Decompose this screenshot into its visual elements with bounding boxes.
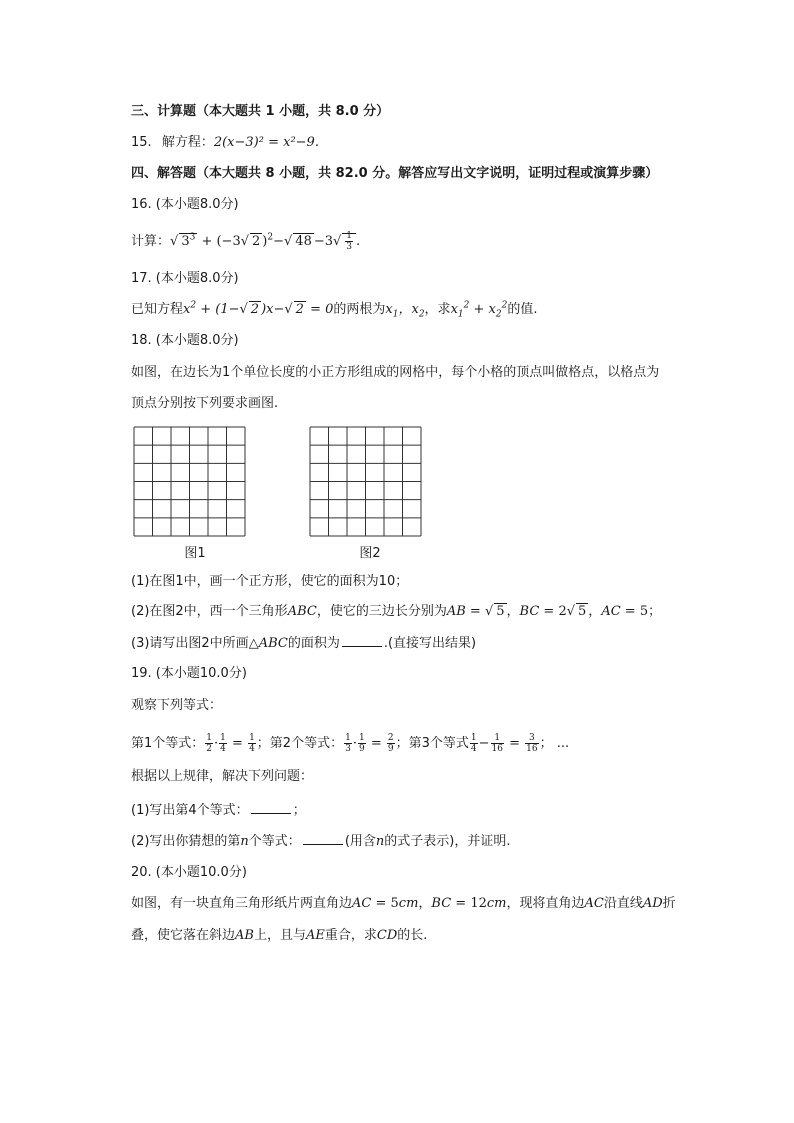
answer-blank[interactable] <box>303 832 343 845</box>
q20-line1-a: 如图，有一块直角三角形纸片两直角边 <box>131 896 353 911</box>
question-15 <box>131 134 319 152</box>
figure-2-grid <box>309 426 422 537</box>
q17-text-b: 的两根为 <box>333 302 386 317</box>
q19-ellipsis: ； ... <box>539 736 570 751</box>
q17-header: 17. (本小题8.0分) <box>131 271 239 286</box>
q17-target: $x_1^2 + x_2^2$ <box>450 300 508 320</box>
q18-part3-b: 的面积为 <box>287 636 340 651</box>
figure-2-caption: 图2 <box>359 546 381 561</box>
q18-part3-a: (3)请写出图2中所画 <box>131 636 249 651</box>
q20-line1: 如图，有一块直角三角形纸片两直角边AC = 5cm，BC = 12cm，现将直角边AC沿直线AD折 <box>131 896 676 911</box>
q19-equations: 第1个等式： $\frac{1}{2}$ · $\frac{1}{4}$ = $\frac{1}{4}$ ；第2个等式： $\frac{1}{3}$ · $\frac{1}{9}$ = $\frac{2}{9}$ ；第3个等式 $\frac{1}{4}$ − $\frac{1}{16}$ = $\frac{3}{16}$ ； ... <box>131 733 570 754</box>
q17-text-d: 的值. <box>507 302 538 317</box>
q19-part1-a: (1)写出第4个等式： <box>131 803 249 818</box>
q20-line2-c: 重合，求 <box>324 928 377 943</box>
q18-part3: (3)请写出图2中所画△ABC的面积为 .(直接写出结果) <box>131 636 477 651</box>
q18-part2-a: (2)在图2中，西一个三角形 <box>131 604 288 619</box>
q19-part2-a: (2)写出你猜想的第 <box>131 834 241 849</box>
q20-line2-b: 上，且与 <box>253 928 306 943</box>
q20-line2-a: 叠，使它落在斜边 <box>131 928 236 943</box>
q20-line2-d: 的长. <box>397 928 428 943</box>
q20-line2: 叠，使它落在斜边AB上，且与AE重合，求CD的长. <box>131 928 428 943</box>
q15-prompt: 解方程： <box>161 135 214 150</box>
q19-part2-d: 的式子表示)，并证明. <box>384 834 511 849</box>
answer-blank[interactable] <box>342 634 382 647</box>
q20-header: 20. (本小题10.0分) <box>131 865 247 880</box>
q18-part2-b: ，使它的三边长分别为 <box>316 604 447 619</box>
q19-part2-c: (用含 <box>344 834 376 849</box>
q19-part2-b: 个等式： <box>248 834 301 849</box>
q16-header: 16. (本小题8.0分) <box>131 197 239 212</box>
q20-line1-c: 沿直线 <box>603 896 643 911</box>
q19-part2: (2)写出你猜想的第n个等式： (用含n的式子表示)，并证明. <box>131 834 511 849</box>
q15-number: 15. <box>131 135 152 150</box>
q19-eq1-label: 第1个等式： <box>131 736 205 751</box>
q16-expression: √ $3^3 + (-3√$ 2 )$^2$−√ 48 −3√ $\frac{1}{3}$ . <box>170 231 361 252</box>
answer-blank[interactable] <box>251 801 291 814</box>
section-4-heading: 四、解答题（本大题共 8 小题，共 82.0 分。解答应写出文字说明，证明过程或演算步骤） <box>131 166 659 181</box>
q17-equation: $x^2 + (1-√$ 2 )x−√ 2 = 0 <box>183 300 334 317</box>
q15-equation: 2(x−3)² = x²−9. <box>213 135 319 150</box>
q19-part1-b: ； <box>292 803 306 818</box>
section-3-heading: 三、计算题（本大题共 1 小题，共 8.0 分） <box>131 104 390 119</box>
q18-header: 18. (本小题8.0分) <box>131 333 239 348</box>
q17-text-c: ，求 <box>424 302 451 317</box>
q18-part2: (2)在图2中，西一个三角形ABC，使它的三边长分别为AB = √ 5 ，BC = 2√ 5 ，AC = 5； <box>131 604 662 619</box>
q19-rule: 根据以上规律，解决下列问题： <box>131 769 314 784</box>
q16-prompt: 计算： <box>131 234 171 249</box>
q17-body <box>131 301 537 319</box>
q19-observe: 观察下列等式： <box>131 698 223 713</box>
q19-eq2-label: ；第2个等式： <box>256 736 344 751</box>
q18-intro-line2: 顶点分别按下列要求画图. <box>131 396 279 411</box>
q20-line1-d: 折 <box>662 896 676 911</box>
q19-header: 19. (本小题10.0分) <box>131 666 247 681</box>
q17-roots: $x_1$，$x_2$ <box>385 302 425 320</box>
q18-part1: (1)在图1中，画一个正方形，使它的面积为10； <box>131 574 409 589</box>
figure-1-caption: 图1 <box>184 546 206 561</box>
q18-part3-c: .(直接写出结果) <box>383 636 477 651</box>
q16-body <box>131 231 360 252</box>
q18-intro-line1: 如图，在边长为1个单位长度的小正方形组成的网格中，每个小格的顶点叫做格点，以格点为 <box>131 365 660 380</box>
figure-1-grid <box>133 426 246 537</box>
q20-line1-b: ，现将直角边 <box>506 896 585 911</box>
q19-eq3-label: ；第3个等式 <box>395 736 469 751</box>
q17-text-a: 已知方程 <box>131 302 184 317</box>
q19-part1 <box>131 801 306 820</box>
